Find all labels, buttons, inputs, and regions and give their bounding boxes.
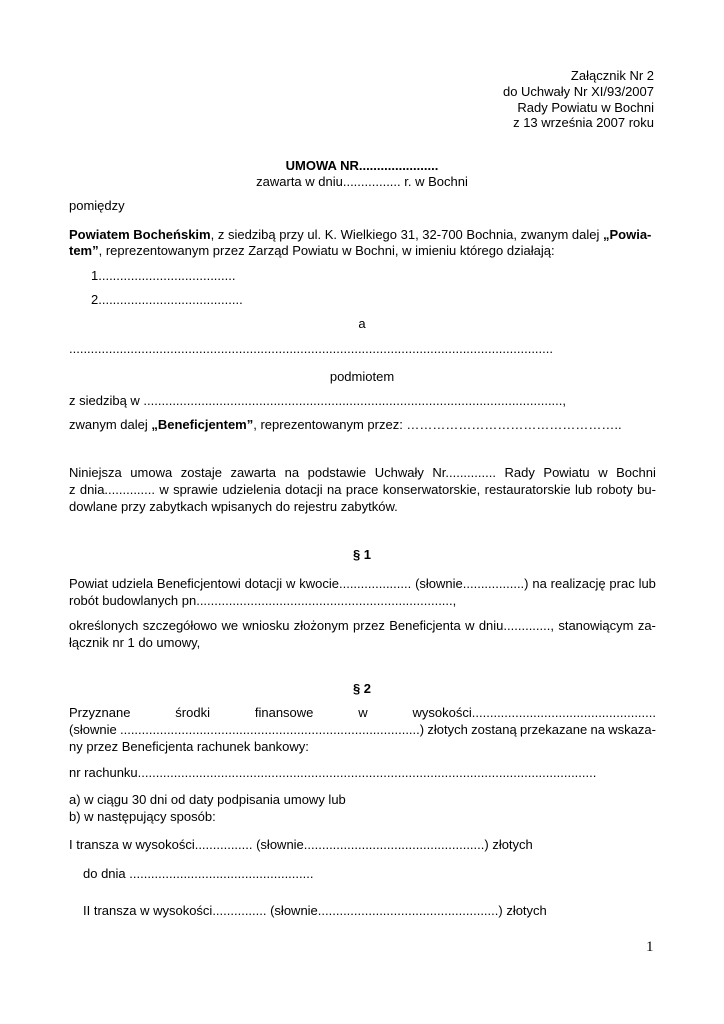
word: Niniejsza: [69, 465, 122, 480]
s2-line2: [69, 722, 656, 737]
word: dnia..............: [79, 482, 155, 497]
word: wniosku: [242, 618, 290, 633]
beneficiary-text-b: , reprezentowanym przez: …………………………………………..: [253, 417, 622, 432]
section2-heading: § 2: [352, 681, 372, 696]
word: złotych: [427, 722, 468, 737]
between-label: pomiędzy: [69, 198, 125, 213]
word: Beneficjentowi: [156, 576, 241, 591]
resolution-date: z 13 września 2007 roku: [513, 115, 654, 130]
word: w: [598, 465, 608, 480]
word: złożonym: [293, 618, 349, 633]
party1-line2: [69, 243, 555, 258]
word: wskaza-: [608, 722, 656, 737]
word: udzielenia: [222, 482, 281, 497]
contract-title: UMOWA NR......................: [285, 158, 439, 173]
word: Powiat: [69, 576, 109, 591]
representative-2: 2........................................: [91, 292, 243, 307]
word: Uchwały: [374, 465, 424, 480]
word: Rady: [504, 465, 535, 480]
word: bu-: [637, 482, 656, 497]
word: prac: [609, 576, 635, 591]
word: szczegółowo: [142, 618, 218, 633]
word: przekazane: [520, 722, 588, 737]
party1-alias-b: tem”: [69, 243, 99, 258]
word: Powiatu: [543, 465, 590, 480]
beneficiary-text-a: zwanym dalej: [69, 417, 152, 432]
payment-option-b: b) w następujący sposób:: [69, 809, 216, 824]
word: podstawie: [307, 465, 367, 480]
word: dotacji: [285, 482, 323, 497]
word: za-: [637, 618, 656, 633]
tranche-1: I transza w wysokości................ (słownie..................................................) złotych: [69, 837, 533, 852]
word: na: [590, 722, 605, 737]
word: dotacji: [244, 576, 283, 591]
word: sprawie: [173, 482, 218, 497]
attachment-label: Załącznik Nr 2: [570, 68, 654, 83]
party1-alias-a: „Powia-: [602, 227, 652, 242]
word: lub: [638, 576, 656, 591]
contract-subtitle: zawarta w dniu................ r. w Bochni: [256, 174, 468, 189]
account-number-line: nr rachunku...............................................................................................................................: [69, 765, 597, 780]
word: na: [327, 482, 342, 497]
party2-blank-line: ......................................................................................................................................: [69, 341, 553, 356]
tranche-2: II transza w wysokości............... (słownie..................................................) złotych: [83, 903, 547, 918]
intro-line3: dowlane przy zabytkach wpisanych do rejestru zabytków.: [69, 499, 398, 514]
representative-1: 1......................................: [91, 268, 236, 283]
party1-text-a: , z siedzibą przy ul. K. Wielkiego 31, 32-700 Bochnia, zwanym dalej: [210, 227, 603, 242]
word: (słownie: [69, 722, 117, 737]
s1-p1-line1: [69, 576, 656, 591]
word: ...................................................................................): [119, 722, 425, 737]
party1-name: Powiatem Bocheńskim: [69, 227, 211, 242]
word: zostaną: [471, 722, 517, 737]
seat-line: z siedzibą w ....................................................................................................................,: [69, 393, 567, 408]
word: przez: [353, 618, 385, 633]
section1-heading: § 1: [352, 547, 372, 562]
word: wysokości...................................................: [412, 705, 656, 720]
word: konserwatorskie,: [382, 482, 481, 497]
word: (słownie.................): [415, 576, 529, 591]
word: Beneficjenta: [389, 618, 461, 633]
s2-line3: ny przez Beneficjenta rachunek bankowy:: [69, 739, 309, 754]
s2-line1: [69, 705, 656, 720]
word: roboty: [596, 482, 633, 497]
word: lub: [574, 482, 593, 497]
council-name: Rady Powiatu w Bochni: [517, 100, 654, 115]
intro-line1: [69, 465, 656, 480]
word: prace: [345, 482, 379, 497]
word: środki: [175, 705, 210, 720]
word: Nr..............: [432, 465, 496, 480]
and-label: a: [358, 316, 366, 331]
word: Bochni: [616, 465, 656, 480]
page-number: 1: [646, 939, 654, 955]
word: Przyznane: [69, 705, 131, 720]
s1-p2-line2: łącznik nr 1 do umowy,: [69, 635, 201, 650]
word: zawarta: [230, 465, 277, 480]
word: realizację: [550, 576, 606, 591]
beneficiary-alias: „Beneficjentem”: [151, 417, 254, 432]
word: w: [286, 576, 296, 591]
word: udziela: [111, 576, 154, 591]
word: umowa: [130, 465, 173, 480]
word: stanowiącym: [558, 618, 634, 633]
word: w: [358, 705, 368, 720]
entity-label: podmiotem: [329, 369, 395, 384]
party1-text-b: , reprezentowanym przez Zarząd Powiatu w Bochni, w imieniu którego działają:: [98, 243, 555, 258]
word: we: [221, 618, 239, 633]
beneficiary-line: [69, 417, 622, 432]
word: w: [159, 482, 169, 497]
tranche-1-date: do dnia ...................................................: [83, 866, 314, 881]
word: kwocie....................: [299, 576, 412, 591]
word: w: [465, 618, 475, 633]
word: restauratorskie: [484, 482, 571, 497]
word: na: [532, 576, 547, 591]
payment-option-a: a) w ciągu 30 dni od daty podpisania umowy lub: [69, 792, 346, 807]
word: na: [284, 465, 300, 480]
word: z: [69, 482, 76, 497]
s1-p1-line2: robót budowlanych pn.......................................................................,: [69, 593, 457, 608]
word: określonych: [69, 618, 139, 633]
word: finansowe: [254, 705, 314, 720]
s1-p2-line1: [69, 618, 656, 633]
resolution-number: do Uchwały Nr XI/93/2007: [502, 84, 654, 99]
party1-line1: [69, 227, 651, 242]
intro-line2: [69, 482, 656, 497]
word: zostaje: [180, 465, 222, 480]
word: dniu.............,: [478, 618, 554, 633]
